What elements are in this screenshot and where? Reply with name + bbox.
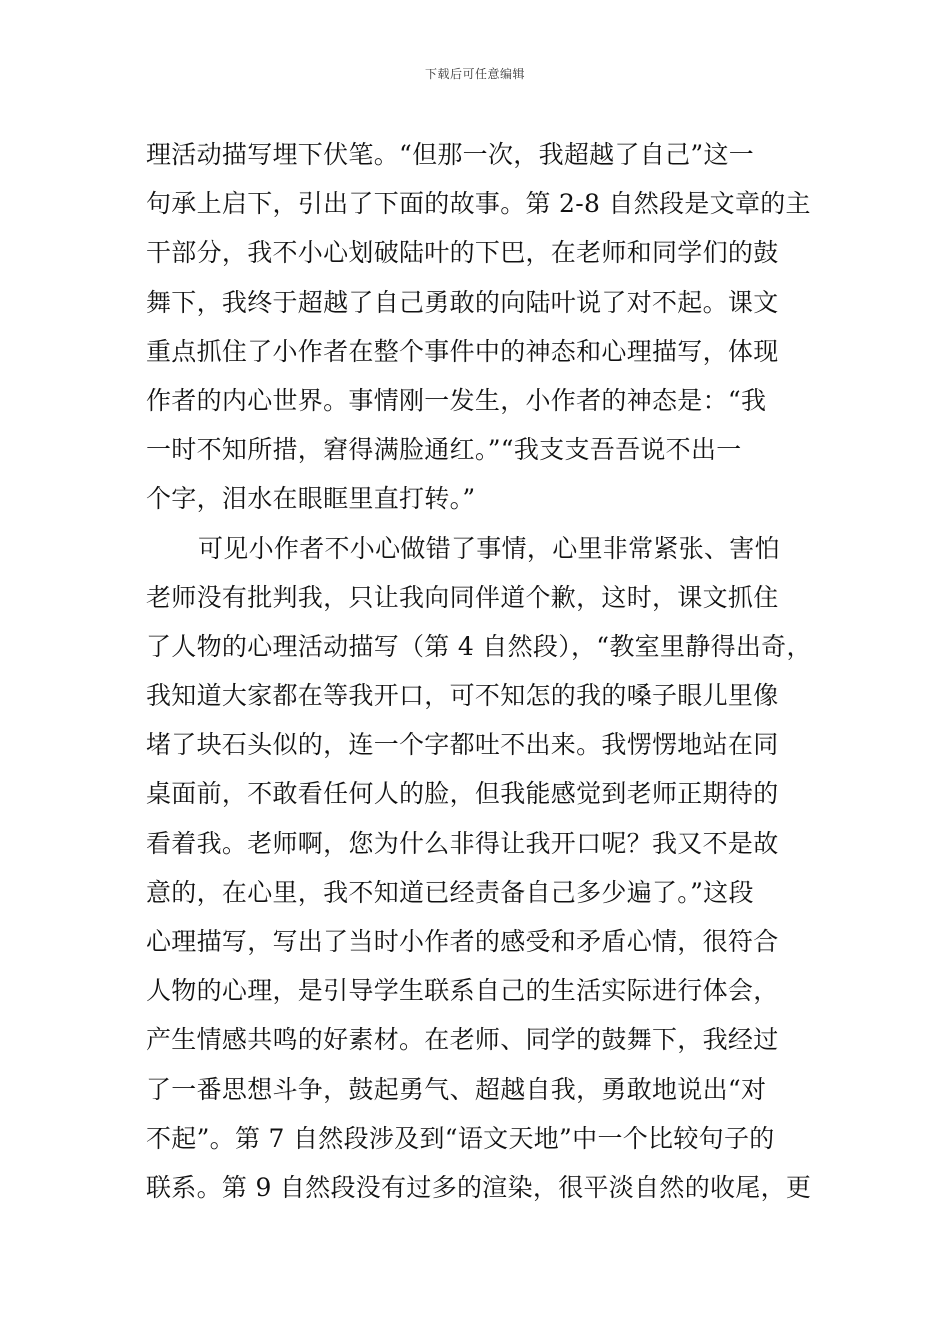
text-line: 堵了块石头似的，连一个字都吐不出来。我愣愣地站在同 — [146, 730, 779, 760]
text-line: 人物的心理，是引导学生联系自己的生活实际进行体会， — [146, 976, 779, 1006]
text-line: 舞下，我终于超越了自己勇敢的向陆叶说了对不起。课文 — [146, 287, 779, 317]
text-line: 我知道大家都在等我开口，可不知怎的我的嗓子眼儿里像 — [146, 681, 779, 711]
text-line: 个字，泪水在眼眶里直打转。” — [146, 484, 476, 514]
text-line: 了人物的心理活动描写（第 4 自然段），“教室里静得出奇， — [146, 631, 812, 661]
text-line: 看着我。老师啊，您为什么非得让我开口呢？我又不是故 — [146, 828, 779, 858]
page-header: 下载后可任意编辑 — [424, 67, 525, 81]
text-line: 重点抓住了小作者在整个事件中的神态和心理描写，体现 — [146, 336, 779, 366]
text-line: 句承上启下，引出了下面的故事。第 2-8 自然段是文章的主 — [146, 189, 811, 219]
text-line: 不起”。第 7 自然段涉及到“语文天地”中一个比较句子的 — [146, 1123, 775, 1153]
text-line: 心理描写，写出了当时小作者的感受和矛盾心情，很符合 — [146, 927, 779, 956]
text-line: 产生情感共鸣的好素材。在老师、同学的鼓舞下，我经过 — [146, 1025, 779, 1055]
text-line: 干部分，我不小心划破陆叶的下巴，在老师和同学们的鼓 — [146, 238, 779, 268]
text-line: 理活动描写埋下伏笔。“但那一次，我超越了自己”这一 — [146, 140, 755, 169]
paragraph-first-line: 可见小作者不小心做错了事情，心里非常紧张、害怕 — [198, 533, 780, 563]
body-text — [146, 130, 811, 1212]
text-line: 意的，在心里，我不知道已经责备自己多少遍了。”这段 — [146, 877, 754, 907]
text-line: 桌面前，不敢看任何人的脸，但我能感觉到老师正期待的 — [146, 779, 779, 809]
text-line: 了一番思想斗争，鼓起勇气、超越自我，勇敢地说出“对 — [146, 1074, 767, 1104]
text-line: 一时不知所措，窘得满脸通红。”“我支支吾吾说不出一 — [146, 435, 742, 465]
text-line: 作者的内心世界。事情刚一发生，小作者的神态是：“我 — [146, 385, 767, 415]
text-line: 老师没有批判我，只让我向同伴道个歉，这时，课文抓住 — [146, 582, 779, 612]
text-line: 联系。第 9 自然段没有过多的渲染，很平淡自然的收尾，更 — [146, 1172, 812, 1202]
